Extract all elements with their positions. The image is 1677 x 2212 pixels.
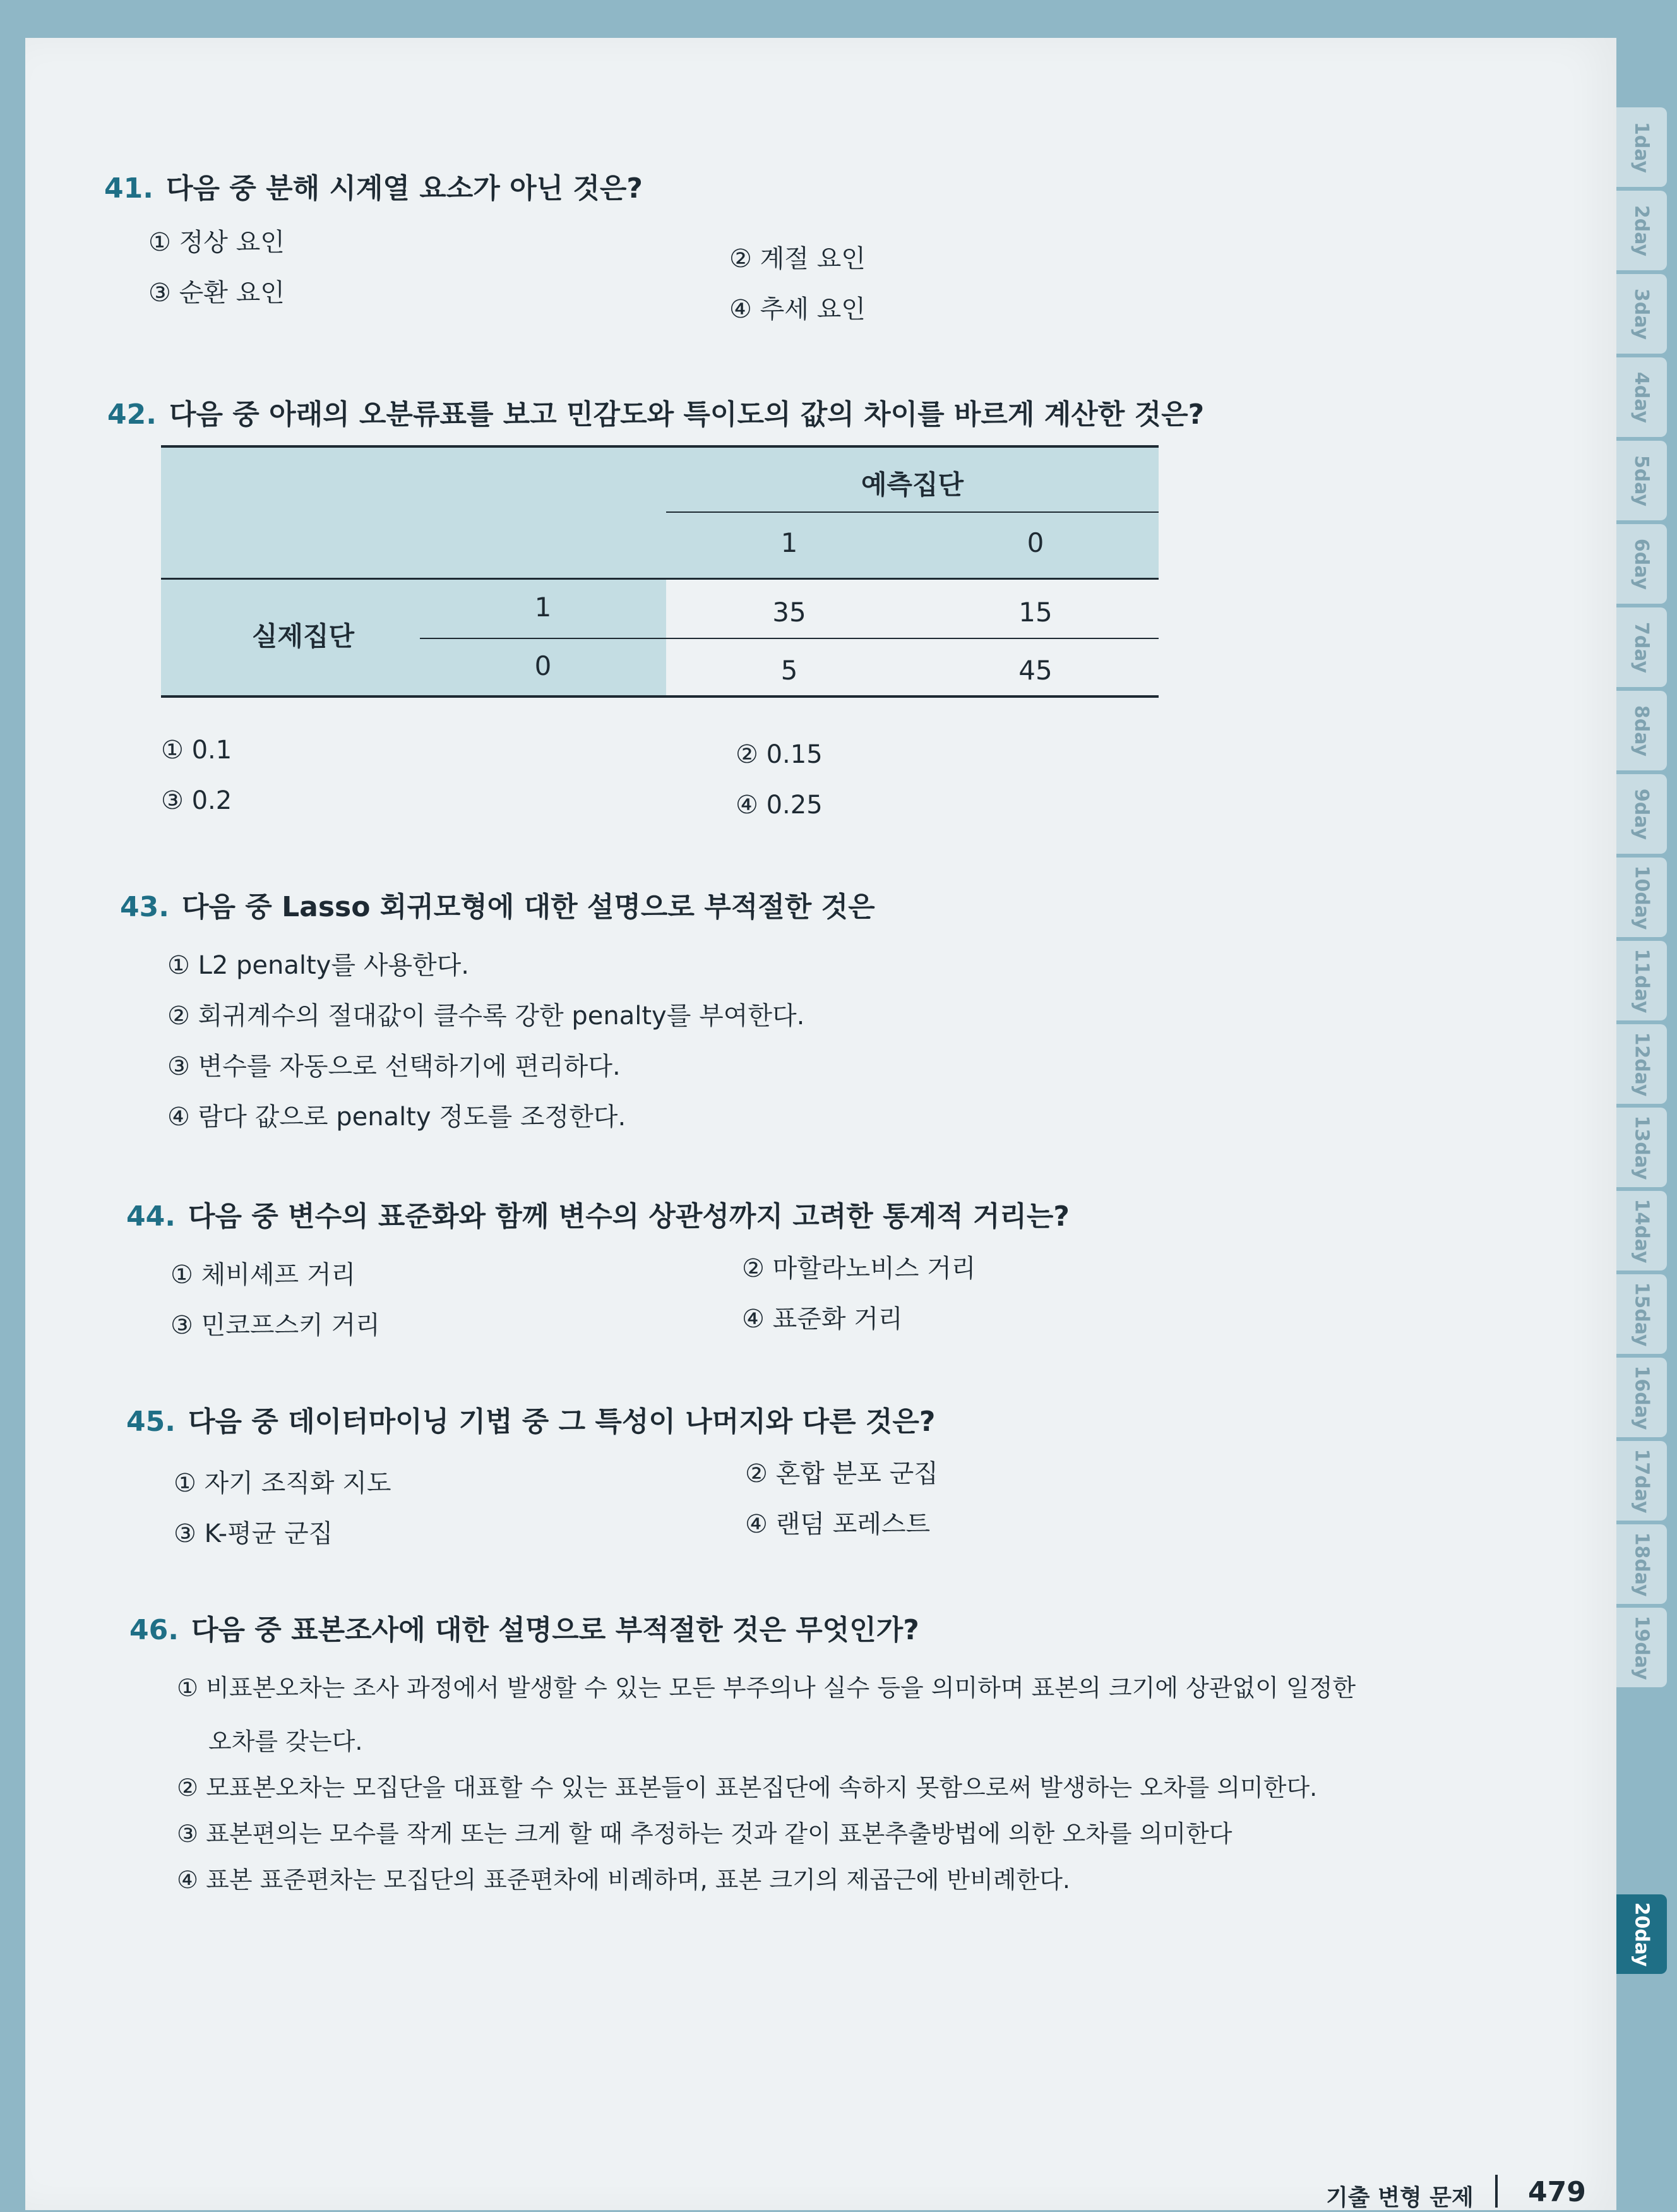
option: ② 0.15 [736,740,823,769]
tab-14day[interactable]: 14day [1616,1191,1667,1270]
question-number: 44. [126,1200,176,1233]
tab-7day[interactable]: 7day [1616,607,1667,687]
option: ④ 표본 표준편차는 모집단의 표준편차에 비례하며, 표본 크기의 제곱근에 반비례한다. [177,1866,1071,1894]
option: ① 자기 조직화 지도 [174,1469,391,1498]
option: ④ 0.25 [736,791,823,820]
predicted-group-header: 예측집단 [861,469,964,500]
question-number: 45. [126,1406,176,1438]
table-cell: 15 [1018,597,1053,628]
option: ② 혼합 분포 군집 [745,1459,938,1488]
option: ① 0.1 [161,736,232,765]
question-41 [104,165,643,206]
tab-5day[interactable]: 5day [1616,441,1667,520]
tab-19day[interactable]: 19day [1616,1608,1667,1687]
tab-3day[interactable]: 3day [1616,274,1667,354]
option: ④ 추세 요인 [729,295,866,324]
tab-15day[interactable]: 15day [1616,1274,1667,1354]
option: ① 비표본오차는 조사 과정에서 발생할 수 있는 모든 부주의나 실수 등을 의미하며 표본의 크기에 상관없이 일정한 [177,1674,1356,1702]
option: ④ 표준화 거리 [742,1305,903,1334]
option-continuation: 오차를 갖는다. [208,1728,363,1755]
option: ① 체비셰프 거리 [170,1260,356,1289]
column-label: 1 [780,527,798,558]
tab-13day[interactable]: 13day [1616,1108,1667,1187]
tab-10day[interactable]: 10day [1616,858,1667,937]
tab-8day[interactable]: 8day [1616,691,1667,770]
footer-divider [1495,2175,1498,2208]
option: ② 마할라노비스 거리 [742,1254,976,1283]
option: ③ 표본편의는 모수를 작게 또는 크게 할 때 추정하는 것과 같이 표본추출방법에 의한 오차를 의미한다 [177,1820,1232,1848]
option: ③ 순환 요인 [148,278,285,308]
question-number: 43. [120,891,169,923]
tab-9day[interactable]: 9day [1616,774,1667,854]
option: ② 계절 요인 [729,244,866,273]
question-text: 다음 중 분해 시계열 요소가 아닌 것은? [165,172,643,205]
tab-4day[interactable]: 4day [1616,357,1667,437]
option: ④ 랜덤 포레스트 [745,1510,931,1539]
question-text: 다음 중 데이터마이닝 기법 중 그 특성이 나머지와 다른 것은? [188,1406,936,1438]
table-top-rule [161,445,1159,448]
question-text: 다음 중 Lasso 회귀모형에 대한 설명으로 부적절한 것은 [181,891,875,923]
table-cell: 35 [772,597,806,628]
tab-18day[interactable]: 18day [1616,1524,1667,1604]
confusion-matrix-table [161,445,1159,698]
option: ③ 0.2 [161,786,232,815]
page-number: 479 [1528,2176,1586,2208]
question-text: 다음 중 표본조사에 대한 설명으로 부적절한 것은 무엇인가? [191,1614,919,1646]
option: ③ K-평균 군집 [174,1519,333,1548]
column-label: 0 [1027,527,1044,558]
question-number: 42. [107,398,157,431]
option: ③ 변수를 자동으로 선택하기에 편리하다. [167,1052,621,1081]
tab-20day-active[interactable]: 20day [1616,1894,1667,1974]
row-label: 1 [534,592,552,623]
tab-17day[interactable]: 17day [1616,1441,1667,1521]
question-43 [120,884,875,924]
question-text: 다음 중 변수의 표준화와 함께 변수의 상관성까지 고려한 통계적 거리는? [188,1200,1070,1233]
tab-1day[interactable]: 1day [1616,107,1667,187]
option: ② 모표본오차는 모집단을 대표할 수 있는 표본들이 표본집단에 속하지 못함으로써 발생하는 오차를 의미한다. [177,1774,1318,1802]
footer-section-label: 기출 변형 문제 [1326,2185,1474,2211]
tab-12day[interactable]: 12day [1616,1024,1667,1104]
question-42 [107,392,1204,432]
option: ② 회귀계수의 절대값이 클수록 강한 penalty를 부여한다. [167,1001,805,1031]
option: ④ 람다 값으로 penalty 정도를 조정한다. [167,1103,626,1132]
question-text: 다음 중 아래의 오분류표를 보고 민감도와 특이도의 값의 차이를 바르게 계산한 것은? [169,398,1205,431]
tab-2day[interactable]: 2day [1616,191,1667,270]
table-rule [420,638,1159,639]
tab-6day[interactable]: 6day [1616,524,1667,604]
table-cell: 5 [780,655,798,686]
question-46 [129,1607,919,1647]
table-cell: 45 [1018,655,1053,686]
option: ③ 민코프스키 거리 [170,1311,380,1340]
table-rule [666,511,1159,513]
tab-16day[interactable]: 16day [1616,1358,1667,1437]
option: ① L2 penalty를 사용한다. [167,951,469,980]
table-rule [161,578,1159,580]
question-45 [126,1399,935,1439]
tab-11day[interactable]: 11day [1616,941,1667,1020]
question-44 [126,1193,1070,1234]
actual-group-header: 실제집단 [251,621,355,652]
question-number: 41. [104,172,153,205]
question-number: 46. [129,1614,179,1646]
row-label: 0 [534,650,552,681]
table-bottom-rule [161,695,1159,698]
option: ① 정상 요인 [148,228,285,257]
